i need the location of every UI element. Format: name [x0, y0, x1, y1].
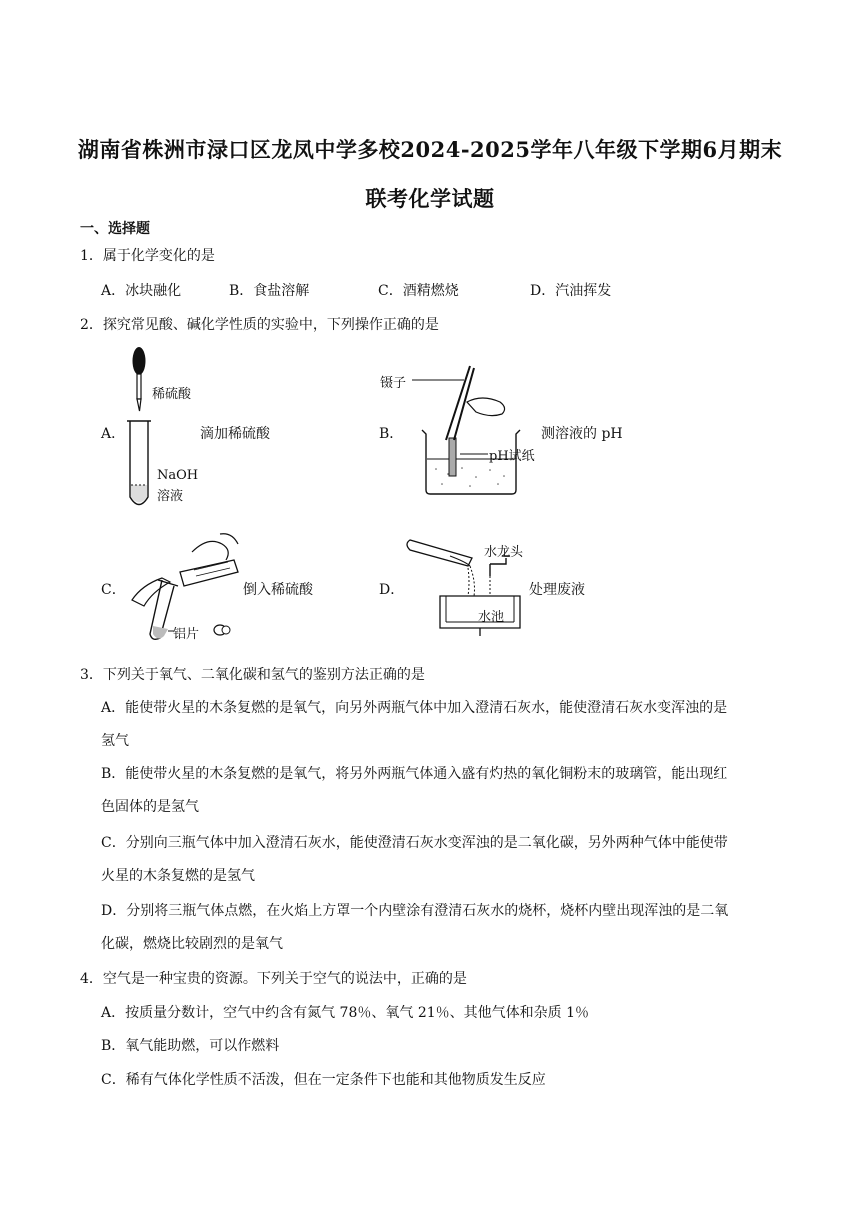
label-solution: 溶液 [157, 489, 184, 504]
label-dilute-sulfuric-acid: 稀硫酸 [152, 387, 192, 402]
q2-stem: 2．探究常见酸、碱化学性质的实验中，下列操作正确的是 [80, 317, 439, 333]
q3-option-a-line2: 氢气 [101, 733, 129, 749]
q4-option-b[interactable]: B．氧气能助燃，可以作燃料 [101, 1038, 280, 1054]
q2-option-c-letter[interactable]: C． [101, 582, 126, 598]
q3-option-c-line1[interactable]: C．分别向三瓶气体中加入澄清石灰水，能使澄清石灰水变浑浊的是二氧化碳，另外两种气体中能使带 [101, 835, 728, 851]
label-tweezers: 镊子 [380, 376, 407, 391]
section-heading: 一、选择题 [80, 221, 150, 237]
title-line-2: 联考化学试题 [365, 186, 495, 211]
q2-option-a-letter[interactable]: A． [101, 426, 126, 442]
q2-option-d-letter[interactable]: D． [379, 582, 405, 598]
q3-option-b-line1[interactable]: B．能使带火星的木条复燃的是氧气，将另外两瓶气体通入盛有灼热的氧化铜粉末的玻璃管，能出现红 [101, 766, 728, 782]
q2-option-b-letter[interactable]: B． [379, 426, 404, 442]
q2-option-a-caption: 滴加稀硫酸 [200, 426, 270, 442]
q3-option-a-line1[interactable]: A．能使带火星的木条复燃的是氧气，向另外两瓶气体中加入澄清石灰水，能使澄清石灰水变浑浊的是 [101, 700, 728, 716]
label-sink: 水池 [478, 610, 505, 625]
q1-option-a[interactable]: A．冰块融化 [101, 283, 182, 299]
title-line-1: 湖南省株洲市渌口区龙凤中学多校2024-2025学年八年级下学期6月期末 [77, 137, 783, 162]
q3-option-d-line2: 化碳，燃烧比较剧烈的是氧气 [101, 936, 283, 952]
q4-option-c[interactable]: C．稀有气体化学性质不活泼，但在一定条件下也能和其他物质发生反应 [101, 1072, 546, 1088]
q2-option-d-caption: 处理废液 [529, 582, 585, 598]
q1-option-d[interactable]: D．汽油挥发 [530, 283, 612, 299]
label-faucet: 水龙头 [484, 545, 524, 560]
q3-option-d-line1[interactable]: D．分别将三瓶气体点燃，在火焰上方罩一个内壁涂有澄清石灰水的烧杯，烧杯内壁出现浑浊的是二氧 [101, 903, 729, 919]
q2-option-c-caption: 倒入稀硫酸 [243, 582, 313, 598]
q1-stem: 1．属于化学变化的是 [80, 248, 215, 264]
q3-option-b-line2: 色固体的是氢气 [101, 799, 199, 815]
q4-stem: 4．空气是一种宝贵的资源。下列关于空气的说法中，正确的是 [80, 971, 467, 987]
beaker-ph-paper-figure [412, 362, 542, 497]
q4-option-a[interactable]: A．按质量分数计，空气中约含有氮气 78％、氧气 21％、其他气体和杂质 1％ [101, 1005, 589, 1021]
q2-option-b-caption: 测溶液的 pH [541, 426, 623, 442]
q3-stem: 3．下列关于氧气、二氧化碳和氢气的鉴别方法正确的是 [80, 667, 425, 683]
q3-option-c-line2: 火星的木条复燃的是氢气 [101, 868, 255, 884]
label-ph-paper: pH试纸 [489, 449, 535, 464]
q1-option-b[interactable]: B．食盐溶解 [229, 283, 310, 299]
q1-option-c[interactable]: C．酒精燃烧 [378, 283, 459, 299]
label-naoh: NaOH [157, 468, 199, 483]
label-aluminum-sheet: 铝片 [173, 627, 200, 642]
